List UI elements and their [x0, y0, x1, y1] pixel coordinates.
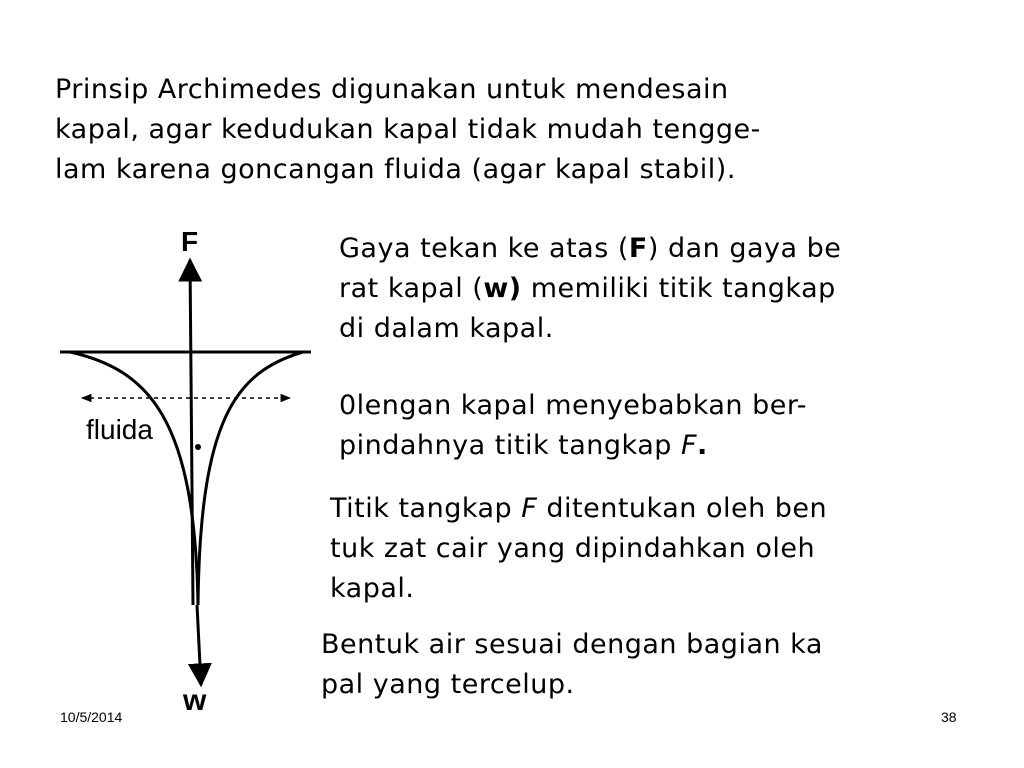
- point3-line-3: kapal.: [330, 573, 415, 604]
- point-rolling: [339, 386, 951, 466]
- hull-right-curve: [198, 352, 303, 605]
- point-water-shape: [321, 625, 946, 705]
- force-symbol: F: [628, 233, 648, 264]
- intro-paragraph: [55, 70, 945, 190]
- force-up-label: F: [181, 226, 199, 257]
- point-fluid-shape: [330, 489, 952, 609]
- weight-label: w: [183, 684, 207, 717]
- hull-left-curve: [70, 352, 198, 605]
- weight-arrow: [197, 605, 201, 685]
- point3-line-2: tuk zat cair yang dipindahkan oleh: [330, 533, 816, 564]
- point4-line-1: Bentuk air sesuai dengan bagian ka: [321, 629, 823, 660]
- point1-line-2: rat kapal (w) memiliki titik tangkap: [339, 273, 836, 304]
- point2-line-1: 0lengan kapal menyebabkan ber-: [339, 390, 807, 421]
- point3-line-1: Titik tangkap F ditentukan oleh ben: [330, 493, 828, 524]
- intro-line-2: kapal, agar kedudukan kapal tidak mudah tengge-: [55, 114, 761, 145]
- slide-number: 38: [941, 709, 957, 725]
- buoyancy-force-arrow: [190, 260, 193, 605]
- intro-line-3: lam karena goncangan fluida (agar kapal stabil).: [55, 154, 736, 185]
- center-of-buoyancy-point: [195, 444, 201, 450]
- point1-line-1: Gaya tekan ke atas (F) dan gaya be: [339, 233, 842, 264]
- point4-line-2: pal yang tercelup.: [321, 669, 575, 700]
- fluid-label: fluida: [86, 414, 153, 445]
- intro-line-1: Prinsip Archimedes digunakan untuk mendesain: [55, 74, 729, 105]
- weight-symbol: w): [483, 273, 522, 304]
- force-symbol: F: [680, 430, 698, 461]
- point2-line-2: pindahnya titik tangkap F.: [339, 430, 708, 461]
- force-symbol: F: [521, 493, 538, 524]
- slide-date: 10/5/2014: [60, 709, 123, 725]
- point-force-location: [339, 229, 964, 349]
- point1-line-3: di dalam kapal.: [339, 313, 554, 344]
